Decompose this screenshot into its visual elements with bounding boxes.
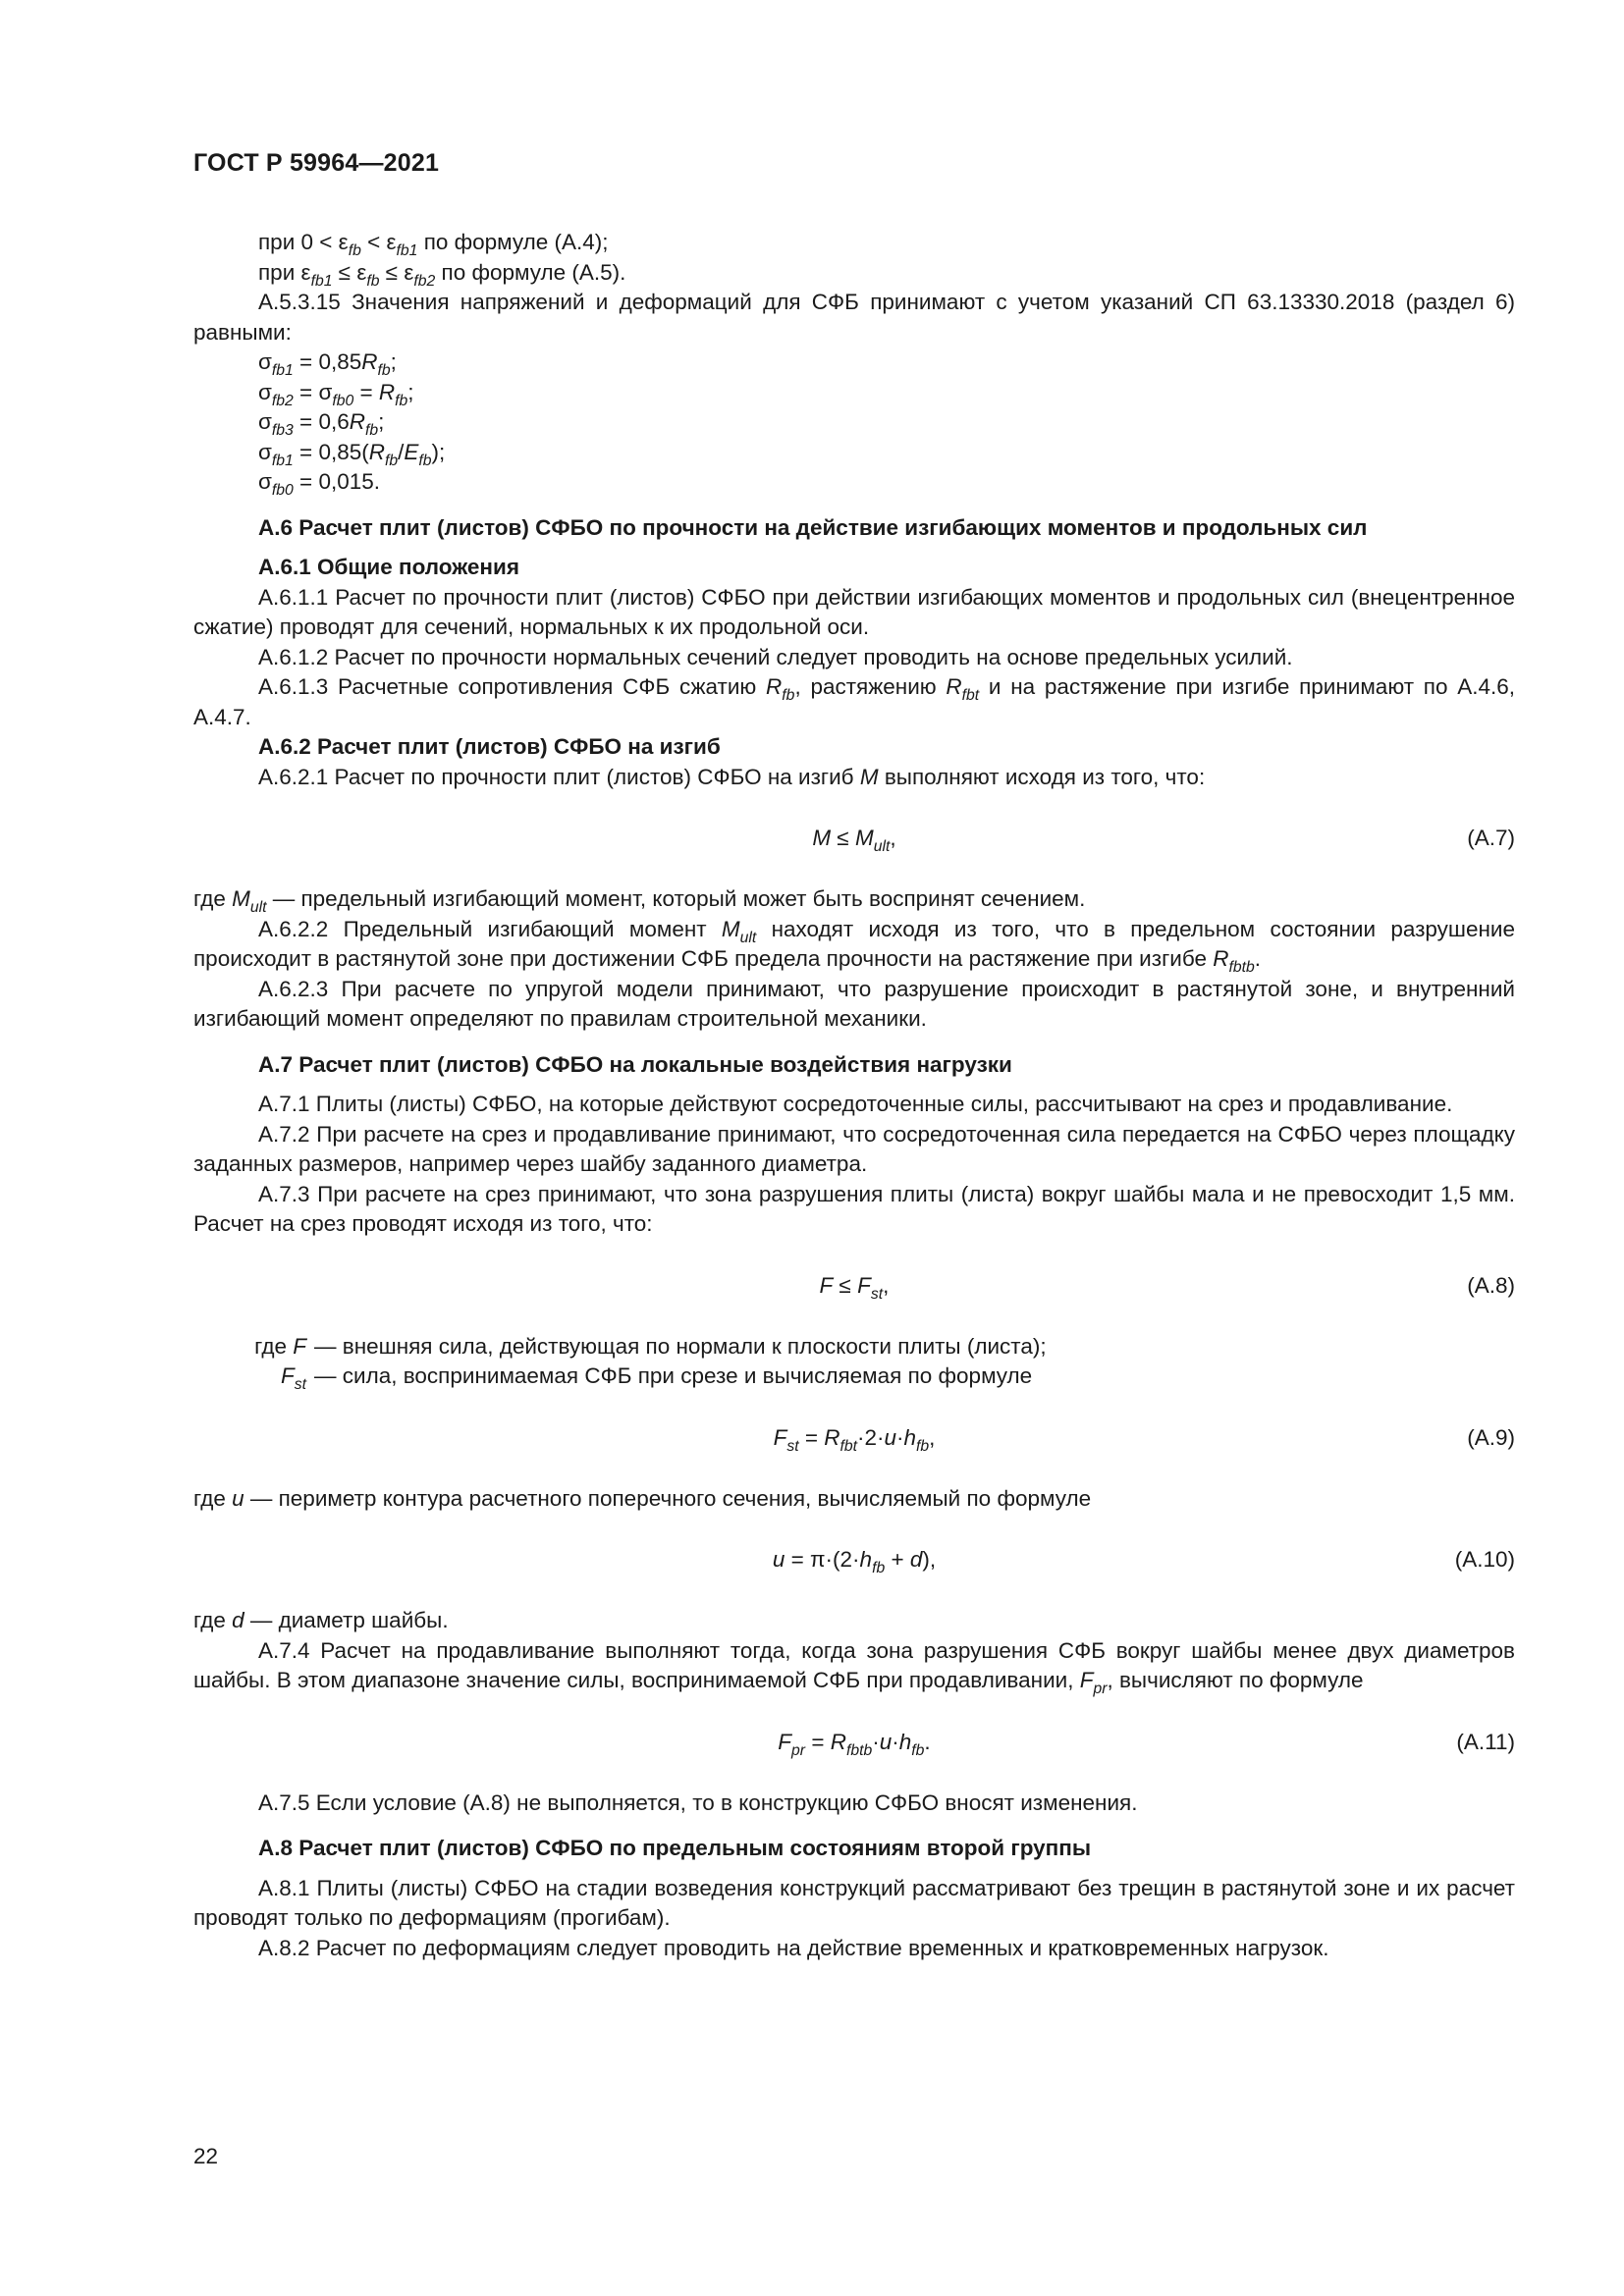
paragraph-a613: А.6.1.3 Расчетные сопротивления СФБ сжатию $R_{fb}$, растяжению $R_{fbt}$ и на растяжение при изгибе принимают по А.4.6, А.4.7. (193, 674, 1515, 729)
where-a7: где $M_{ult}$ — предельный изгибающий момент, который может быть воспринят сечением. (193, 886, 1086, 916)
formula-number: (А.8) (1467, 1272, 1515, 1298)
paragraph-a612: А.6.1.2 Расчет по прочности нормальных сечений следует проводить на основе предельных усилий. (258, 644, 1293, 669)
paragraph-a75: А.7.5 Если условие (А.8) не выполняется, то в конструкцию СФБО вносят изменения. (258, 1789, 1138, 1815)
section-title-a6: А.6 Расчет плит (листов) СФБО по прочности на действие изгибающих моментов и продольных сил (258, 514, 1368, 540)
paragraph-a73: А.7.3 При расчете на срез принимают, что зона разрушения плиты (листа) вокруг шайбы мала и не превосходит 1,5 мм. Расчет на срез проводят исходя из того, что: (193, 1181, 1515, 1236)
document-code-header: ГОСТ Р 59964—2021 (193, 149, 440, 177)
section-title-a7: А.7 Расчет плит (листов) СФБО на локальные воздействия нагрузки (258, 1051, 1012, 1077)
formula-a10: $u = \pi\cdot(2\cdot h_{fb} + d)$, (А.10) (772, 1547, 1515, 1576)
subsection-title-a61: А.6.1 Общие положения (258, 555, 519, 579)
paragraph-a623: А.6.2.3 При расчете по упругой модели принимают, что разрушение происходит в растянутой зоне, и внутренний изгибающий момент определяют по правилам строительной механики. (193, 976, 1515, 1031)
where-a8-fst: $F_{st}$ — сила, воспринимаемая СФБ при срезе и вычисляемая по формуле (280, 1363, 1033, 1393)
paragraph-a622: А.6.2.2 Предельный изгибающий момент $M_{ult}$ находят исходя из того, что в предельном состоянии разрушение происходит в растянутой зоне при достижении СФБ предела прочности на растяжение при изгибе $R_{fbtb}$. (193, 916, 1515, 976)
sigma-item: $\sigma_{fb0} = 0,015$. (258, 469, 380, 499)
formula-a11: $F_{pr} = R_{fbtb}\cdot u\cdot h_{fb}$. (А.11) (778, 1729, 1515, 1759)
condition-line-1: при $0 < \varepsilon_{fb} < \varepsilon_{fb1}$ по формуле (А.4); (258, 230, 609, 259)
paragraph-a611: А.6.1.1 Расчет по прочности плит (листов) СФБО при действии изгибающих моментов и продольных сил (внецентренное сжатие) проводят для сечений, нормальных к их продольной оси. (193, 584, 1515, 639)
formula-number: (А.10) (1454, 1547, 1515, 1572)
formula-number: (А.9) (1467, 1424, 1515, 1450)
document-body (193, 228, 1515, 1963)
subsection-title-a62: А.6.2 Расчет плит (листов) СФБО на изгиб (258, 734, 721, 759)
paragraph-a621: А.6.2.1 Расчет по прочности плит (листов) СФБО на изгиб M выполняют исходя из того, что: (258, 764, 1206, 789)
formula-number: (А.11) (1456, 1729, 1515, 1754)
where-a9: где u — периметр контура расчетного поперечного сечения, вычисляемый по формуле (193, 1485, 1092, 1511)
formula-a8: $F \le F_{st}$, (А.8) (819, 1272, 1515, 1303)
sigma-item: $\sigma_{fb3} = 0,6R_{fb}$; (258, 409, 385, 439)
formula-a9: $F_{st} = R_{fbt}\cdot 2\cdot u\cdot h_{fb}$, (А.9) (773, 1424, 1515, 1455)
paragraph-a5315: А.5.3.15 Значения напряжений и деформаций для СФБ принимают с учетом указаний СП 63.13330.2018 (раздел 6) равными: (193, 290, 1515, 345)
sigma-item: $\sigma_{fb2} = \sigma_{fb0} = R_{fb}$; (258, 379, 414, 409)
paragraph-a74: А.7.4 Расчет на продавливание выполняют тогда, когда зона разрушения СФБ вокруг шайбы менее двух диаметров шайбы. В этом диапазоне значение силы, воспринимаемой СФБ при продавливании, $F_{pr}$, вычисляют по формуле (193, 1637, 1515, 1697)
formula-number: (А.7) (1467, 826, 1515, 850)
where-a8-f: где F — внешняя сила, действующая по нормали к плоскости плиты (листа); (254, 1333, 1047, 1359)
section-title-a8: А.8 Расчет плит (листов) СФБО по предельным состояниям второй группы (258, 1836, 1092, 1860)
paragraph-a71: А.7.1 Плиты (листы) СФБО, на которые действуют сосредоточенные силы, рассчитывают на срез и продавливание. (258, 1092, 1453, 1116)
sigma-item: $\sigma_{fb1} = 0,85R_{fb}$; (258, 349, 397, 379)
paragraph-a82: А.8.2 Расчет по деформациям следует проводить на действие временных и кратковременных нагрузок. (258, 1935, 1329, 1960)
paragraph-a72: А.7.2 При расчете на срез и продавливание принимают, что сосредоточенная сила передается на СФБО через площадку заданных размеров, например через шайбу заданного диаметра. (193, 1121, 1515, 1176)
where-a10: где d — диаметр шайбы. (193, 1608, 449, 1632)
sigma-item: $\sigma_{fb1} = 0,85(R_{fb}/E_{fb})$; (258, 439, 446, 469)
formula-a7: $M \le M_{ult}$, (А.7) (812, 826, 1515, 855)
paragraph-a81: А.8.1 Плиты (листы) СФБО на стадии возведения конструкций рассматривают без трещин в растянутой зоне и их расчет проводят только по деформациям (прогибам). (193, 1875, 1515, 1930)
condition-line-2: при $\varepsilon_{fb1} \le \varepsilon_{fb} \le \varepsilon_{fb2}$ по формуле (А.5). (258, 259, 626, 290)
page-number: 22 (193, 2144, 219, 2168)
